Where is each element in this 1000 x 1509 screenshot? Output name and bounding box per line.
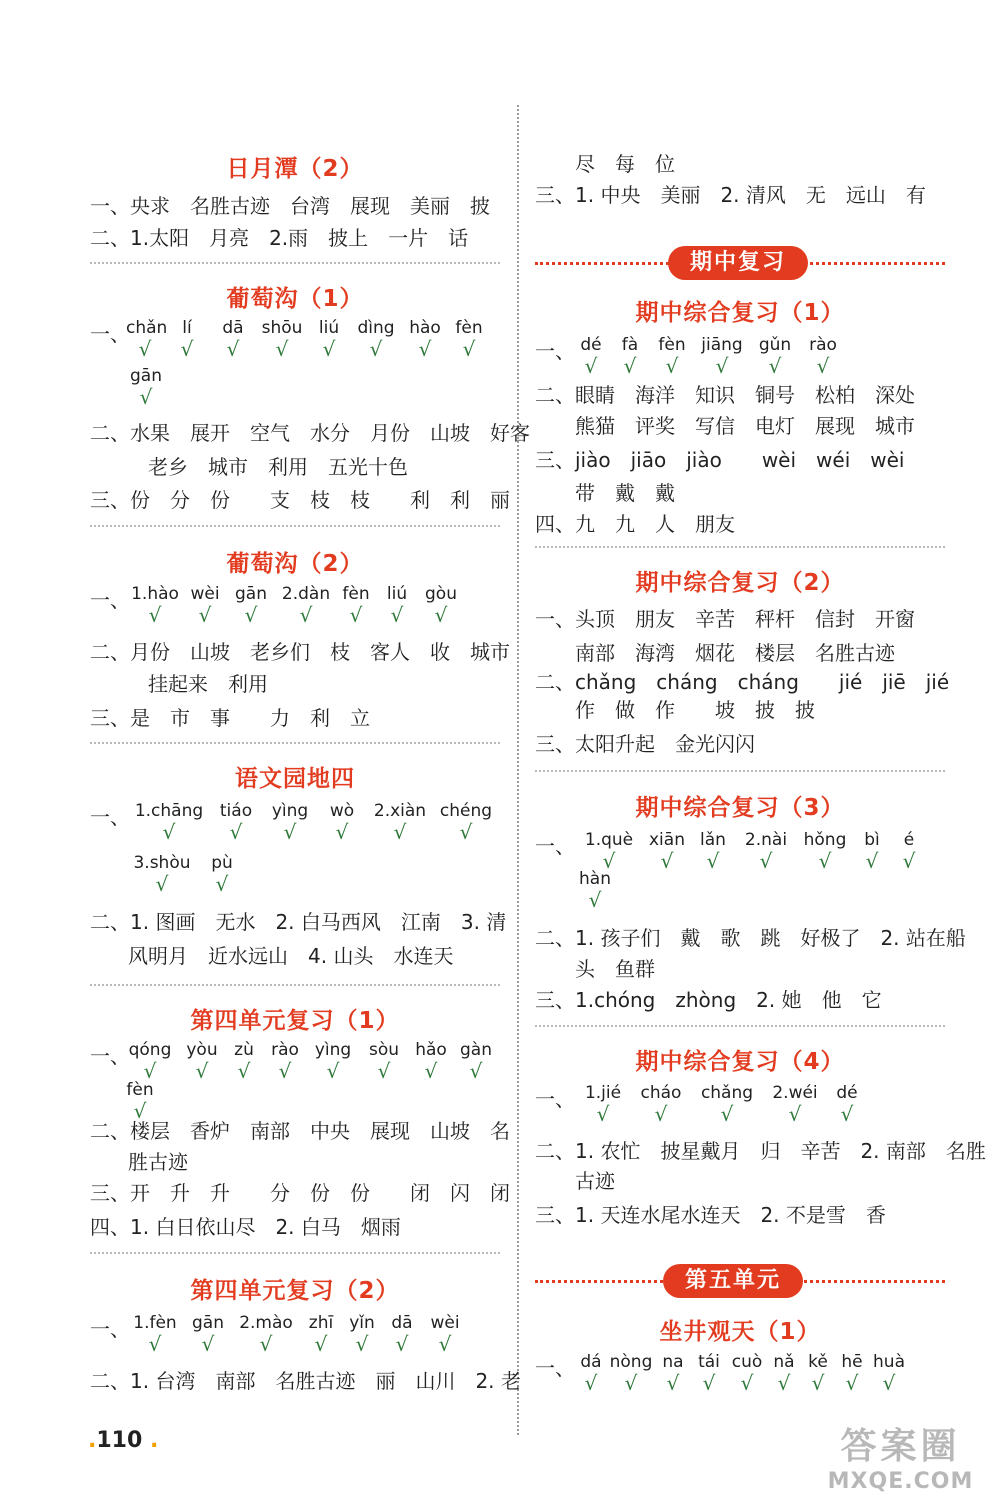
answer-line: 熊猫 评奖 写信 电灯 展现 城市 <box>575 414 915 438</box>
check-mark: √ <box>138 337 152 361</box>
pinyin-text: hē <box>841 1352 863 1372</box>
pinyin-syllable <box>232 1313 300 1356</box>
pinyin-syllable <box>691 1083 763 1126</box>
pinyin-text: yìng <box>314 1040 352 1060</box>
check-mark: √ <box>278 1059 292 1083</box>
pinyin-text: 2.xiàn <box>373 801 427 821</box>
answer-line: 三、jiào jiāo jiào wèi wéi wèi <box>535 448 905 472</box>
check-mark: √ <box>816 354 830 378</box>
banner-label: 期中复习 <box>668 246 808 280</box>
pinyin-text: wèi <box>430 1313 460 1333</box>
check-mark: √ <box>283 820 297 844</box>
pinyin-text: lǎn <box>700 830 726 850</box>
section-title: 期中综合复习（4） <box>635 1049 845 1075</box>
pinyin-text: dé <box>580 335 602 355</box>
pinyin-syllable <box>448 318 490 361</box>
pinyin-syllable <box>360 1040 408 1083</box>
pinyin-syllable <box>120 1040 180 1083</box>
check-mark: √ <box>768 354 782 378</box>
check-mark: √ <box>180 337 194 361</box>
item-label: 一、 <box>535 834 575 858</box>
pinyin-row <box>575 1352 909 1395</box>
pinyin-syllable <box>212 801 260 844</box>
section-title: 坐井观天（1） <box>659 1319 821 1345</box>
pinyin-row <box>575 869 615 912</box>
check-mark: √ <box>377 1059 391 1083</box>
section-banner <box>535 246 945 280</box>
answer-line: 南部 海湾 烟花 楼层 名胜古迹 <box>575 641 895 665</box>
pinyin-syllable <box>264 1040 306 1083</box>
check-mark: √ <box>226 337 240 361</box>
pinyin-syllable <box>180 1040 224 1083</box>
pinyin-text: dé <box>836 1083 858 1103</box>
pinyin-syllable <box>308 318 350 361</box>
answer-line: 风明月 近水远山 4. 山头 水连天 <box>128 944 454 968</box>
pinyin-syllable <box>800 335 846 378</box>
pinyin-text: dìng <box>357 318 395 338</box>
check-mark: √ <box>195 1059 209 1083</box>
section-divider <box>90 742 500 744</box>
answer-line: 胜古迹 <box>128 1150 188 1174</box>
check-mark: √ <box>623 354 637 378</box>
section-title: 第四单元复习（2） <box>190 1278 400 1304</box>
check-mark: √ <box>702 1371 716 1395</box>
section-title: 期中综合复习（3） <box>635 795 845 821</box>
pinyin-text: 2.wéi <box>772 1083 818 1103</box>
pinyin-syllable <box>418 584 464 627</box>
item-label: 一、 <box>535 1356 575 1380</box>
answer-line: 三、1.chóng zhòng 2. 她 他 它 <box>535 988 882 1012</box>
pinyin-row <box>120 1080 160 1123</box>
pinyin-syllable <box>126 584 184 627</box>
pinyin-text: fèn <box>342 584 370 604</box>
pinyin-text: rào <box>809 335 837 355</box>
pinyin-syllable <box>126 801 212 844</box>
answer-line: 四、1. 白日依山尽 2. 白马 烟雨 <box>90 1215 401 1239</box>
pinyin-syllable <box>650 335 694 378</box>
pinyin-text: na <box>662 1352 684 1372</box>
pinyin-text: lí <box>182 318 192 338</box>
pinyin-syllable <box>853 830 891 873</box>
check-mark: √ <box>162 820 176 844</box>
pinyin-text: cuò <box>731 1352 763 1372</box>
check-mark: √ <box>811 1371 825 1395</box>
check-mark: √ <box>469 1059 483 1083</box>
answer-line: 带 戴 戴 <box>575 481 675 505</box>
answer-line: 作 做 作 坡 披 披 <box>575 698 815 722</box>
pinyin-syllable <box>454 1040 498 1083</box>
pinyin-syllable <box>575 869 615 912</box>
section-divider <box>90 525 500 527</box>
section-title: 葡萄沟（1） <box>226 286 364 312</box>
check-mark: √ <box>596 1102 610 1126</box>
answer-line: 二、1. 图画 无水 2. 白马西风 江南 3. 清 <box>90 910 507 934</box>
item-label: 一、 <box>535 339 575 363</box>
section-divider <box>90 262 500 264</box>
pinyin-syllable <box>691 830 735 873</box>
pinyin-text: dá <box>580 1352 602 1372</box>
check-mark: √ <box>777 1371 791 1395</box>
pinyin-text: liú <box>318 318 340 338</box>
pinyin-text: 2.mào <box>239 1313 293 1333</box>
section-title: 第四单元复习（1） <box>190 1008 400 1034</box>
check-mark: √ <box>148 1332 162 1356</box>
check-mark: √ <box>335 820 349 844</box>
pinyin-text: yǐn <box>349 1313 375 1333</box>
check-mark: √ <box>326 1059 340 1083</box>
check-mark: √ <box>299 603 313 627</box>
column-divider <box>517 105 519 1435</box>
check-mark: √ <box>215 872 229 896</box>
pinyin-text: dā <box>222 318 244 338</box>
check-mark: √ <box>438 1332 452 1356</box>
pinyin-syllable <box>226 584 276 627</box>
pinyin-syllable <box>869 1352 909 1395</box>
pinyin-syllable <box>184 584 226 627</box>
pinyin-text: 2.nài <box>744 830 788 850</box>
pinyin-syllable <box>891 830 927 873</box>
pinyin-syllable <box>631 1083 691 1126</box>
answer-line: 三、开 升 升 分 份 份 闭 闪 闭 <box>90 1181 510 1205</box>
pinyin-syllable <box>575 830 643 873</box>
pinyin-syllable <box>694 335 750 378</box>
check-mark: √ <box>845 1371 859 1395</box>
answer-line: 头 鱼群 <box>575 957 655 981</box>
check-mark: √ <box>201 1332 215 1356</box>
pinyin-text: xiān <box>649 830 685 850</box>
check-mark: √ <box>740 1371 754 1395</box>
pinyin-text: rào <box>271 1040 299 1060</box>
pinyin-syllable <box>126 853 198 896</box>
pinyin-syllable <box>164 318 210 361</box>
check-mark: √ <box>584 354 598 378</box>
pinyin-syllable <box>575 1083 631 1126</box>
check-mark: √ <box>720 1102 734 1126</box>
watermark-url: MXQE.COM <box>827 1469 974 1494</box>
pinyin-syllable <box>835 1352 869 1395</box>
check-mark: √ <box>624 1371 638 1395</box>
check-mark: √ <box>155 872 169 896</box>
pinyin-syllable <box>382 1313 422 1356</box>
check-mark: √ <box>660 849 674 873</box>
pinyin-syllable <box>260 801 320 844</box>
pinyin-syllable <box>342 1313 382 1356</box>
pinyin-syllable <box>336 584 376 627</box>
page-number: .110 . <box>88 1428 159 1453</box>
check-mark: √ <box>882 1371 896 1395</box>
pinyin-text: pù <box>211 853 233 873</box>
pinyin-text: 3.shòu <box>133 853 191 873</box>
section-banner <box>535 1264 945 1298</box>
item-label: 一、 <box>90 1044 130 1068</box>
answer-line: 二、1. 孩子们 戴 歌 跳 好极了 2. 站在船 <box>535 926 966 950</box>
pinyin-syllable <box>350 318 402 361</box>
check-mark: √ <box>462 337 476 361</box>
check-mark: √ <box>706 849 720 873</box>
section-title: 期中综合复习（1） <box>635 300 845 326</box>
pinyin-text: fèn <box>126 1080 154 1100</box>
answer-line: 古迹 <box>575 1169 615 1193</box>
check-mark: √ <box>424 1059 438 1083</box>
answer-line: 三、1. 中央 美丽 2. 清风 无 远山 有 <box>535 183 926 207</box>
pinyin-row <box>126 801 496 844</box>
answer-line: 三、是 市 事 力 利 立 <box>90 706 370 730</box>
pinyin-text: nǎ <box>773 1352 795 1372</box>
pinyin-text: gān <box>235 584 267 604</box>
pinyin-text: 1.chāng <box>134 801 204 821</box>
check-mark: √ <box>259 1332 273 1356</box>
check-mark: √ <box>322 337 336 361</box>
pinyin-syllable <box>655 1352 691 1395</box>
check-mark: √ <box>665 354 679 378</box>
check-mark: √ <box>369 337 383 361</box>
item-label: 一、 <box>535 1087 575 1111</box>
pinyin-text: hǎo <box>415 1040 447 1060</box>
check-mark: √ <box>390 603 404 627</box>
answer-line: 二、1. 台湾 南部 名胜古迹 丽 山川 2. 老 <box>90 1369 521 1393</box>
check-mark: √ <box>198 603 212 627</box>
answer-line: 四、九 九 人 朋友 <box>535 512 735 536</box>
item-label: 一、 <box>90 1317 130 1341</box>
pinyin-text: wèi <box>190 584 220 604</box>
check-mark: √ <box>143 1059 157 1083</box>
answer-line: 二、水果 展开 空气 水分 月份 山坡 好客 <box>90 421 530 445</box>
check-mark: √ <box>349 603 363 627</box>
pinyin-text: gòu <box>425 584 457 604</box>
pinyin-text: chǎn <box>126 318 168 338</box>
check-mark: √ <box>148 603 162 627</box>
pinyin-text: 2.dàn <box>281 584 331 604</box>
answer-line: 二、1.太阳 月亮 2.雨 披上 一片 话 <box>90 226 469 250</box>
answer-line: 三、份 分 份 支 枝 枝 利 利 丽 <box>90 488 510 512</box>
check-mark: √ <box>395 1332 409 1356</box>
answer-line: 一、央求 名胜古迹 台湾 展现 美丽 披 <box>90 194 490 218</box>
section-divider <box>535 770 945 772</box>
pinyin-text: yìng <box>271 801 309 821</box>
pinyin-syllable <box>643 830 691 873</box>
pinyin-text: fà <box>621 335 639 355</box>
pinyin-row <box>126 366 166 409</box>
check-mark: √ <box>654 1102 668 1126</box>
item-label: 一、 <box>90 805 130 829</box>
answer-line: 三、1. 天连水尾水连天 2. 不是雪 香 <box>535 1203 886 1227</box>
pinyin-text: bì <box>864 830 880 850</box>
watermark-logo <box>808 1418 993 1503</box>
check-mark: √ <box>584 1371 598 1395</box>
pinyin-text: yòu <box>186 1040 218 1060</box>
pinyin-text: gān <box>130 366 162 386</box>
pinyin-text: 1.fèn <box>133 1313 177 1333</box>
item-label: 一、 <box>90 588 130 612</box>
check-mark: √ <box>759 849 773 873</box>
pinyin-row <box>120 1040 498 1083</box>
banner-label: 第五单元 <box>663 1264 803 1298</box>
pinyin-syllable <box>575 1352 607 1395</box>
pinyin-syllable <box>184 1313 232 1356</box>
pinyin-syllable <box>691 1352 727 1395</box>
pinyin-text: 1.què <box>584 830 634 850</box>
check-mark: √ <box>314 1332 328 1356</box>
check-mark: √ <box>459 820 473 844</box>
pinyin-syllable <box>210 318 256 361</box>
section-title: 语文园地四 <box>235 766 355 792</box>
check-mark: √ <box>715 354 729 378</box>
check-mark: √ <box>865 849 879 873</box>
answer-line: 二、楼层 香炉 南部 中央 展现 山坡 名 <box>90 1119 510 1143</box>
section-title: 日月潭（2） <box>226 156 364 182</box>
pinyin-text: hǒng <box>803 830 847 850</box>
pinyin-text: hàn <box>579 869 611 889</box>
pinyin-syllable <box>276 584 336 627</box>
check-mark: √ <box>588 888 602 912</box>
pinyin-text: jiāng <box>701 335 743 355</box>
answer-line: 老乡 城市 利用 五光十色 <box>148 455 408 479</box>
pinyin-syllable <box>607 1352 655 1395</box>
pinyin-text: 1.jié <box>584 1083 622 1103</box>
check-mark: √ <box>355 1332 369 1356</box>
pinyin-syllable <box>735 830 797 873</box>
pinyin-text: fèn <box>658 335 686 355</box>
pinyin-text: fèn <box>455 318 483 338</box>
pinyin-text: gàn <box>460 1040 492 1060</box>
check-mark: √ <box>666 1371 680 1395</box>
pinyin-syllable <box>436 801 496 844</box>
pinyin-syllable <box>120 1080 160 1123</box>
pinyin-text: tái <box>698 1352 720 1372</box>
pinyin-syllable <box>126 366 166 409</box>
pinyin-syllable <box>797 830 853 873</box>
pinyin-syllable <box>126 1313 184 1356</box>
check-mark: √ <box>237 1059 251 1083</box>
check-mark: √ <box>602 849 616 873</box>
check-mark: √ <box>139 385 153 409</box>
pinyin-syllable <box>306 1040 360 1083</box>
pinyin-syllable <box>572 335 610 378</box>
pinyin-syllable <box>827 1083 867 1126</box>
pinyin-text: nòng <box>609 1352 653 1372</box>
pinyin-text: shōu <box>261 318 303 338</box>
answer-line: 二、chǎng cháng cháng jié jiē jié <box>535 670 950 694</box>
check-mark: √ <box>244 603 258 627</box>
pinyin-syllable <box>763 1083 827 1126</box>
pinyin-text: cháo <box>640 1083 682 1103</box>
answer-line: 二、月份 山坡 老乡们 枝 客人 收 城市 <box>90 640 510 664</box>
pinyin-text: dā <box>391 1313 413 1333</box>
watermark-text: 答案圈 <box>840 1426 961 1467</box>
pinyin-text: qóng <box>128 1040 172 1060</box>
pinyin-syllable <box>364 801 436 844</box>
answer-line: 二、眼睛 海洋 知识 铜号 松柏 深处 <box>535 383 915 407</box>
pinyin-syllable <box>320 801 364 844</box>
check-mark: √ <box>229 820 243 844</box>
pinyin-syllable <box>376 584 418 627</box>
check-mark: √ <box>840 1102 854 1126</box>
pinyin-row <box>126 584 464 627</box>
pinyin-text: tiáo <box>219 801 253 821</box>
pinyin-row <box>126 318 490 361</box>
pinyin-syllable <box>727 1352 767 1395</box>
section-divider <box>535 1025 945 1027</box>
answer-line: 三、太阳升起 金光闪闪 <box>535 732 755 756</box>
section-title: 期中综合复习（2） <box>635 570 845 596</box>
section-divider <box>90 984 500 986</box>
section-divider <box>535 546 945 548</box>
pinyin-syllable <box>610 335 650 378</box>
pinyin-row <box>126 1313 468 1356</box>
pinyin-text: é <box>903 830 915 850</box>
answer-line: 二、1. 农忙 披星戴月 归 辛苦 2. 南部 名胜 <box>535 1139 986 1163</box>
check-mark: √ <box>393 820 407 844</box>
pinyin-syllable <box>801 1352 835 1395</box>
pinyin-text: liú <box>386 584 408 604</box>
pinyin-text: sòu <box>368 1040 400 1060</box>
pinyin-text: huà <box>873 1352 905 1372</box>
pinyin-row <box>126 853 246 896</box>
pinyin-row <box>575 1083 867 1126</box>
pinyin-text: gān <box>192 1313 224 1333</box>
check-mark: √ <box>418 337 432 361</box>
pinyin-syllable <box>126 318 168 361</box>
pinyin-text: zhī <box>308 1313 334 1333</box>
pinyin-syllable <box>402 318 448 361</box>
pinyin-text: gǔn <box>758 335 792 355</box>
answer-line: 挂起来 利用 <box>148 672 268 696</box>
check-mark: √ <box>434 603 448 627</box>
pinyin-syllable <box>422 1313 468 1356</box>
check-mark: √ <box>818 849 832 873</box>
item-label: 一、 <box>90 322 130 346</box>
check-mark: √ <box>788 1102 802 1126</box>
pinyin-text: hào <box>409 318 441 338</box>
section-title: 葡萄沟（2） <box>226 551 364 577</box>
pinyin-text: kě <box>808 1352 828 1372</box>
pinyin-row <box>575 830 927 873</box>
check-mark: √ <box>133 1099 147 1123</box>
pinyin-syllable <box>198 853 246 896</box>
pinyin-syllable <box>750 335 800 378</box>
answer-line: 一、头顶 朋友 辛苦 秤杆 信封 开窗 <box>535 607 915 631</box>
pinyin-syllable <box>300 1313 342 1356</box>
check-mark: √ <box>902 849 916 873</box>
pinyin-text: zù <box>234 1040 254 1060</box>
answer-line: 尽 每 位 <box>575 152 675 176</box>
pinyin-syllable <box>408 1040 454 1083</box>
pinyin-text: chǎng <box>700 1083 754 1103</box>
pinyin-text: chéng <box>439 801 493 821</box>
pinyin-row <box>572 335 846 378</box>
pinyin-text: wò <box>329 801 355 821</box>
pinyin-syllable <box>224 1040 264 1083</box>
section-divider <box>90 1252 500 1254</box>
pinyin-syllable <box>767 1352 801 1395</box>
check-mark: √ <box>275 337 289 361</box>
pinyin-syllable <box>256 318 308 361</box>
pinyin-text: 1.hào <box>131 584 179 604</box>
